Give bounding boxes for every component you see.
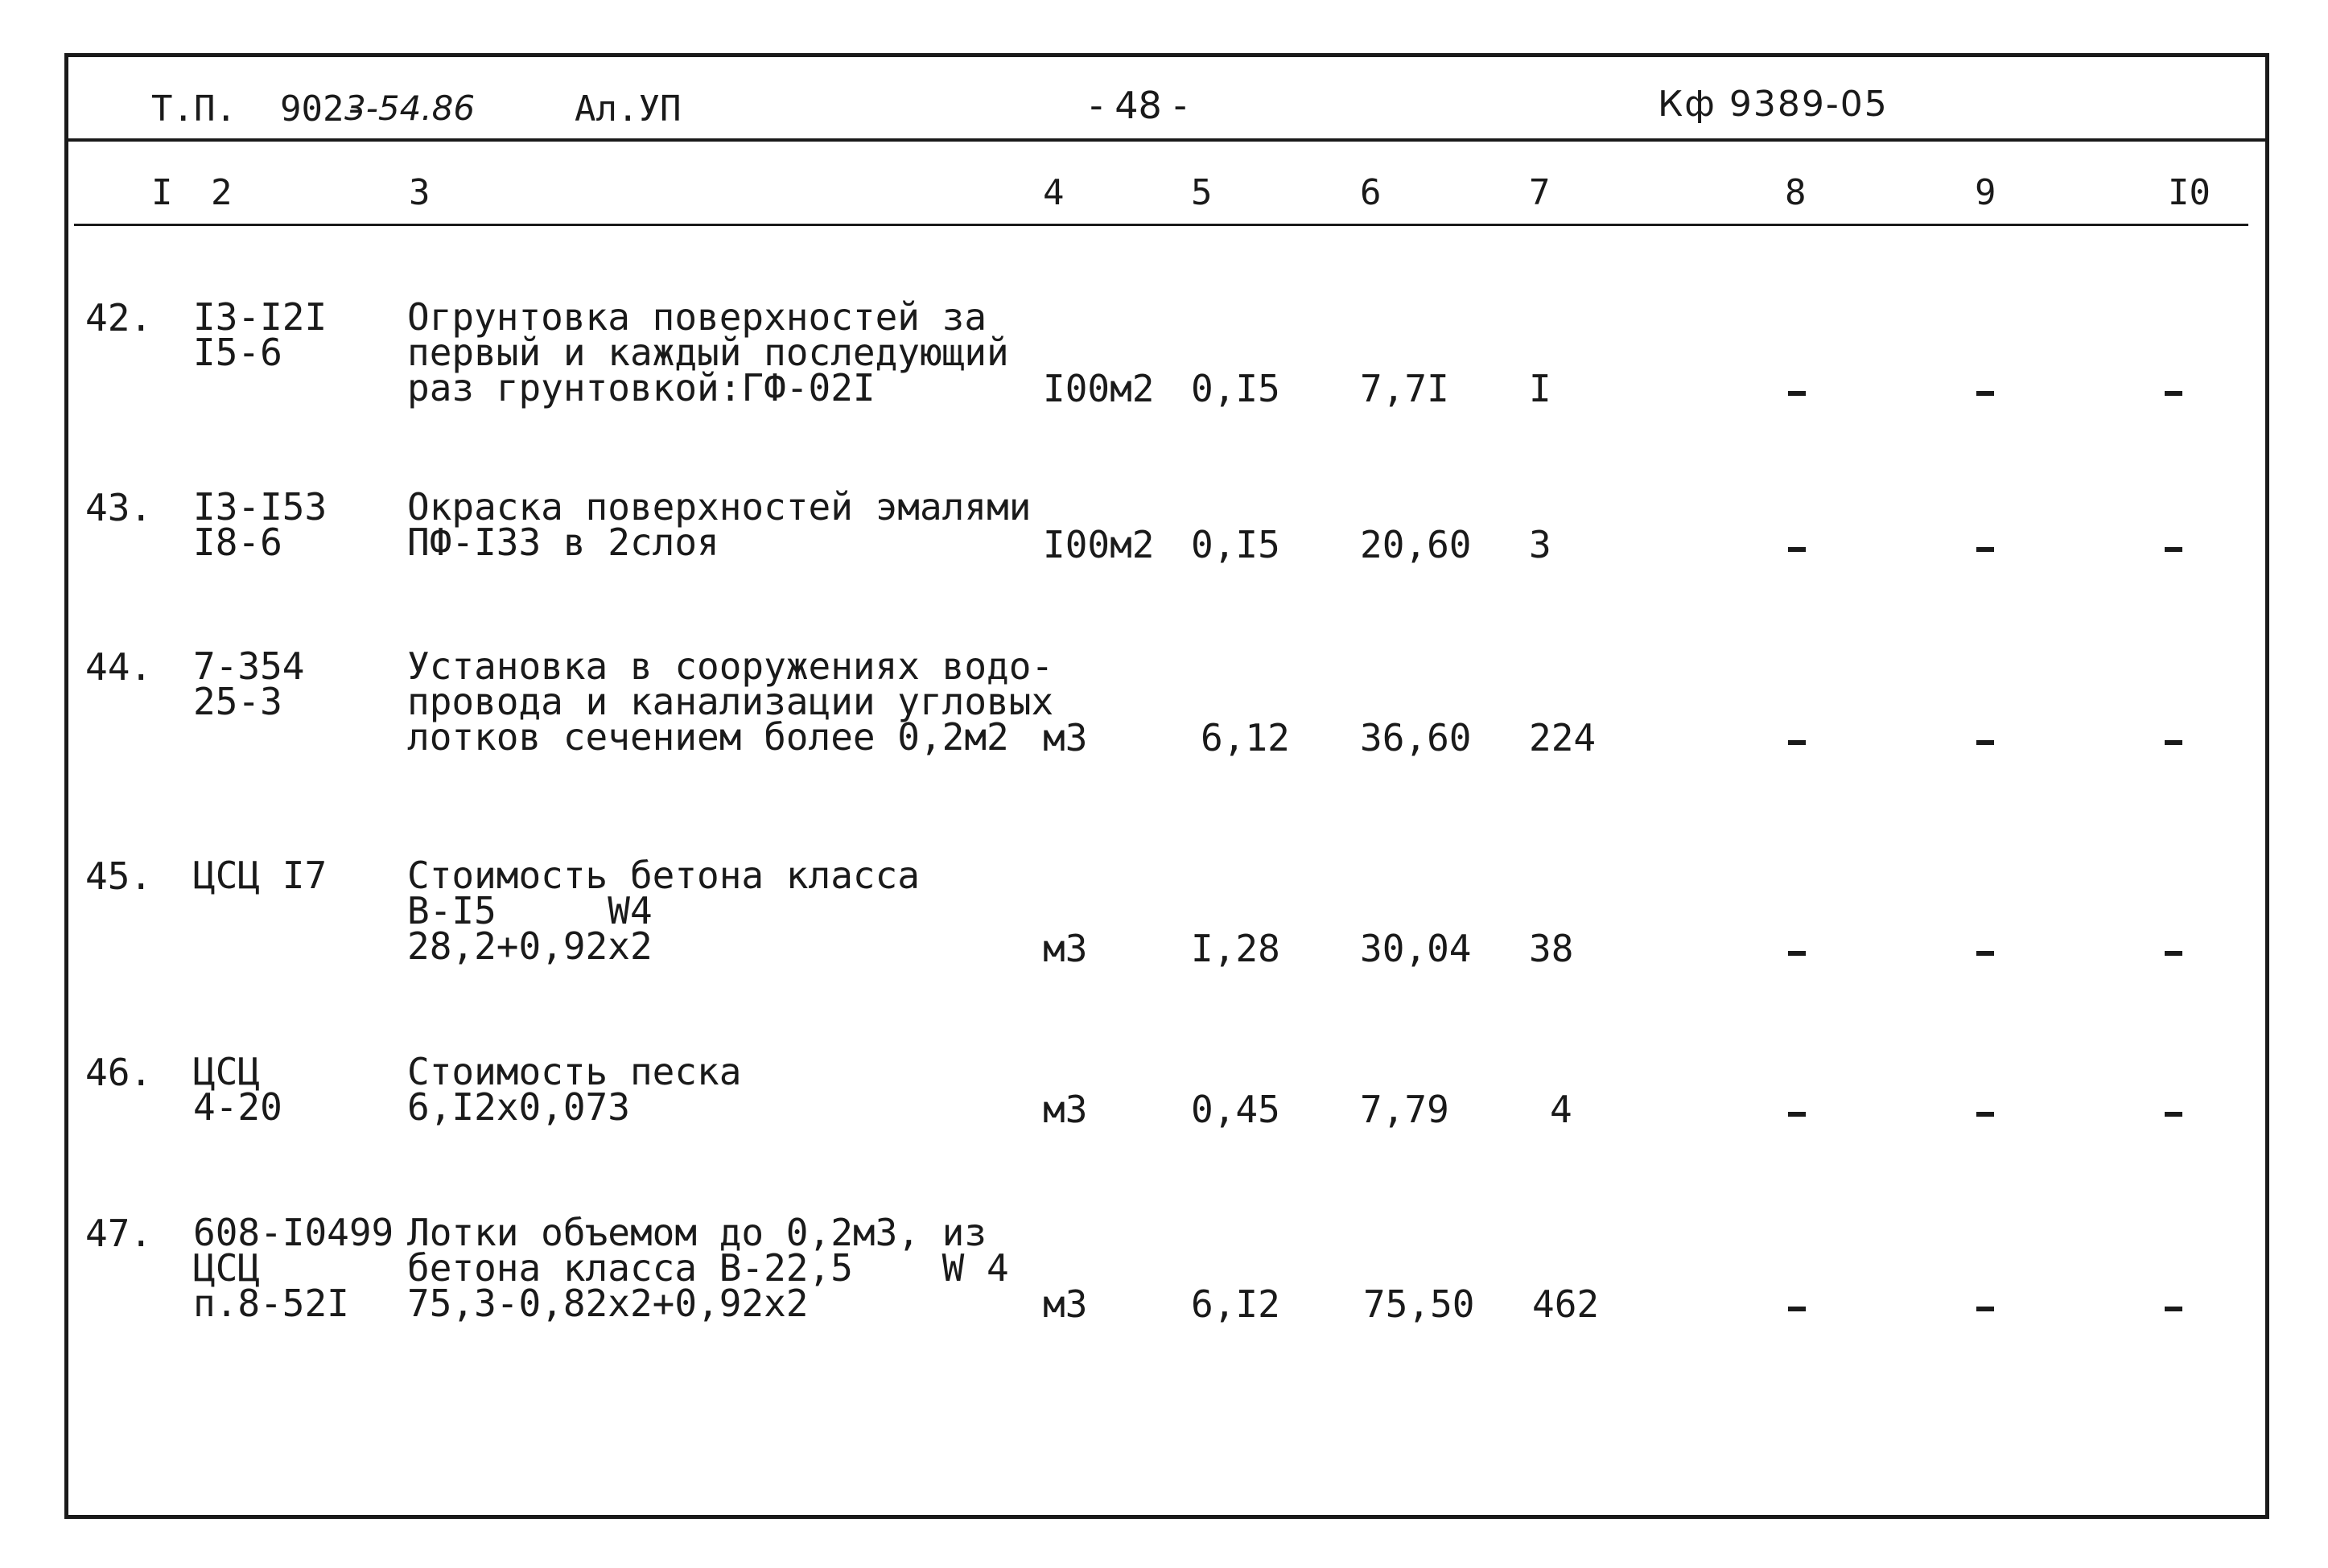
row-number: 43. <box>85 486 153 529</box>
doc-prefix: Т.П. <box>151 88 237 130</box>
norm-code: 608-I0499 ЦСЦ п.8-52I <box>193 1211 394 1325</box>
col-9-dash <box>1976 1307 1994 1311</box>
col-num-1: I <box>151 172 173 213</box>
col-8-dash <box>1788 547 1806 552</box>
unit-price: 36,60 <box>1360 716 1472 759</box>
col-num-3: 3 <box>409 172 431 213</box>
col-num-6: 6 <box>1360 172 1382 213</box>
total-cost: 38 <box>1529 927 1574 970</box>
col-8-dash <box>1788 391 1806 396</box>
work-description: Установка в сооружениях водо- провода и канализации угловых лотков сечением более 0,2м2 <box>407 644 1054 759</box>
quantity: 6,12 <box>1201 716 1290 759</box>
unit: м3 <box>1043 1088 1088 1131</box>
unit-price: 75,50 <box>1363 1282 1475 1326</box>
unit-price: 20,60 <box>1360 523 1472 566</box>
work-description: Огрунтовка поверхностей за первый и каждый последующий раз грунтовкой:ГФ-02I <box>407 295 1009 409</box>
col-8-dash <box>1788 951 1806 956</box>
unit: м3 <box>1043 927 1088 970</box>
col-8-dash <box>1788 1112 1806 1117</box>
norm-code: 7-354 25-3 <box>193 644 305 723</box>
col-10-dash <box>2165 391 2182 396</box>
header-rule <box>68 138 2266 142</box>
col-num-7: 7 <box>1529 172 1551 213</box>
unit-price: 7,79 <box>1360 1088 1449 1131</box>
norm-code: I3-I2I I5-6 <box>193 295 328 374</box>
col-8-dash <box>1788 740 1806 745</box>
col-9-dash <box>1976 547 1994 552</box>
quantity: I,28 <box>1191 927 1280 970</box>
work-description: Стоимость песка 6,I2х0,073 <box>407 1050 742 1129</box>
norm-code: I3-I53 I8-6 <box>193 485 328 564</box>
doc-series: 902- <box>280 88 365 130</box>
total-cost: 4 <box>1550 1088 1572 1131</box>
row-number: 42. <box>85 296 153 340</box>
unit-price: 30,04 <box>1360 927 1472 970</box>
col-9-dash <box>1976 1112 1994 1117</box>
unit: I00м2 <box>1043 367 1155 410</box>
quantity: 6,I2 <box>1191 1282 1280 1326</box>
total-cost: 224 <box>1529 716 1597 759</box>
unit: м3 <box>1043 716 1088 759</box>
col-9-dash <box>1976 391 1994 396</box>
row-number: 45. <box>85 854 153 898</box>
row-number: 46. <box>85 1051 153 1094</box>
quantity: 0,45 <box>1191 1088 1280 1131</box>
quantity: 0,I5 <box>1191 367 1280 410</box>
row-number: 47. <box>85 1212 153 1255</box>
unit-price: 7,7I <box>1360 367 1449 410</box>
page-frame <box>64 53 2269 1519</box>
row-number: 44. <box>85 645 153 689</box>
doc-number: 3-54.86 <box>344 88 476 128</box>
col-10-dash <box>2165 740 2182 745</box>
quantity: 0,I5 <box>1191 523 1280 566</box>
unit: I00м2 <box>1043 523 1155 566</box>
col-10-dash <box>2165 1112 2182 1117</box>
col-num-9: 9 <box>1975 172 1996 213</box>
norm-code: ЦСЦ I7 <box>193 854 328 897</box>
col-10-dash <box>2165 1307 2182 1311</box>
work-description: Стоимость бетона класса В-I5 W4 28,2+0,92х2 <box>407 854 920 968</box>
column-header-rule <box>74 224 2248 226</box>
total-cost: 3 <box>1529 523 1551 566</box>
unit: м3 <box>1043 1282 1088 1326</box>
total-cost: I <box>1529 367 1551 410</box>
norm-code: ЦСЦ 4-20 <box>193 1050 282 1129</box>
col-num-2: 2 <box>211 172 233 213</box>
col-10-dash <box>2165 547 2182 552</box>
col-9-dash <box>1976 951 1994 956</box>
work-description: Лотки объемом до 0,2м3, из бетона класса В-22,5 W 4 75,3-0,82х2+0,92х2 <box>407 1211 1009 1325</box>
album-label: Ал.УП <box>575 88 682 130</box>
document-code: Кф 9389-05 <box>1658 84 1889 125</box>
col-num-8: 8 <box>1785 172 1807 213</box>
col-num-4: 4 <box>1043 172 1065 213</box>
page-number: - 48 - <box>1090 84 1187 127</box>
col-9-dash <box>1976 740 1994 745</box>
col-num-5: 5 <box>1191 172 1213 213</box>
col-10-dash <box>2165 951 2182 956</box>
total-cost: 462 <box>1532 1282 1600 1326</box>
col-8-dash <box>1788 1307 1806 1311</box>
col-num-10: I0 <box>2168 172 2211 213</box>
work-description: Окраска поверхностей эмалями ПФ-I33 в 2слоя <box>407 485 1032 564</box>
